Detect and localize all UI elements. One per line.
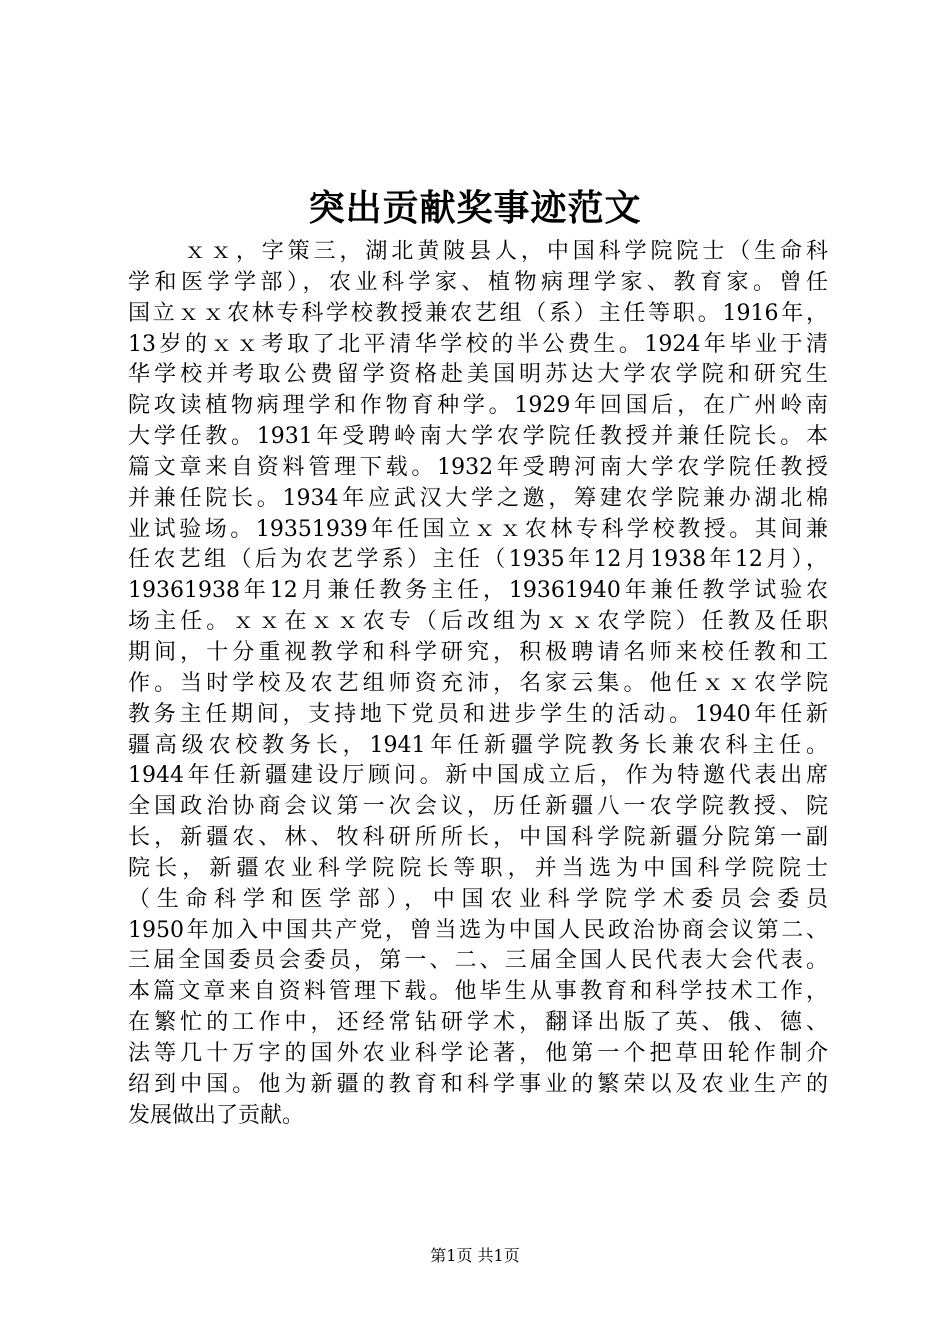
body-line: 发展做出了贡献。 — [128, 1102, 305, 1128]
body-line: 教务主任期间，支持地下党员和进步学生的活动。1940年任新 — [128, 701, 828, 727]
body-line: 任农艺组（后为农艺学系）主任（1935年12月1938年12月）， — [128, 547, 828, 573]
body-line: 疆高级农校教务长，1941年任新疆学院教务长兼农科主任。 — [128, 732, 828, 758]
document-title: 突出贡献奖事迹范文 — [308, 187, 642, 229]
body-line: 业试验场。19351939年任国立ｘｘ农林专科学校教授。其间兼 — [128, 516, 828, 542]
body-line: 19361938年12月兼任教务主任，19361940年兼任教学试验农 — [128, 578, 828, 604]
body-line: 长，新疆农、林、牧科研所所长，中国科学院新疆分院第一副 — [128, 825, 828, 851]
body-line: 院攻读植物病理学和作物育种学。1929年回国后，在广州岭南 — [128, 393, 828, 419]
body-line: 华学校并考取公费留学资格赴美国明苏达大学农学院和研究生 — [128, 362, 828, 388]
body-line: 全国政治协商会议第一次会议，历任新疆八一农学院教授、院 — [128, 794, 828, 820]
body-line: 期间，十分重视教学和科学研究，积极聘请名师来校任教和工 — [128, 639, 828, 665]
document-body — [128, 237, 828, 1131]
body-line: 并兼任院长。1934年应武汉大学之邀，筹建农学院兼办湖北棉 — [128, 485, 828, 511]
body-line: 本篇文章来自资料管理下载。他毕生从事教育和科学技术工作， — [128, 979, 828, 1005]
body-line: 国立ｘｘ农林专科学校教授兼农艺组（系）主任等职。1916年， — [128, 300, 828, 326]
body-line: 13岁的ｘｘ考取了北平清华学校的半公费生。1924年毕业于清 — [128, 331, 828, 357]
body-line: ｘｘ，字策三，湖北黄陂县人，中国科学院院士（生命科 — [184, 239, 828, 264]
body-line: 1944年任新疆建设厅顾问。新中国成立后，作为特邀代表出席 — [128, 763, 828, 789]
body-line: 三届全国委员会委员，第一、二、三届全国人民代表大会代表。 — [128, 948, 828, 974]
body-line: 法等几十万字的国外农业科学论著，他第一个把草田轮作制介 — [128, 1040, 828, 1066]
body-line: 篇文章来自资料管理下载。1932年受聘河南大学农学院任教授 — [128, 454, 828, 480]
page-footer: 第1页 共1页 — [430, 1246, 520, 1265]
body-line: 1950年加入中国共产党，曾当选为中国人民政治协商会议第二、 — [128, 917, 828, 943]
body-line: 院长，新疆农业科学院院长等职，并当选为中国科学院院士 — [128, 855, 828, 881]
body-line: 大学任教。1931年受聘岭南大学农学院任教授并兼任院长。本 — [128, 424, 828, 450]
body-line: 学和医学学部），农业科学家、植物病理学家、教育家。曾任 — [128, 269, 828, 295]
body-line: 在繁忙的工作中，还经常钻研学术，翻译出版了英、俄、德、 — [128, 1010, 828, 1036]
body-line: 绍到中国。他为新疆的教育和科学事业的繁荣以及农业生产的 — [128, 1071, 828, 1097]
body-line: （生命科学和医学部），中国农业科学院学术委员会委员 — [128, 886, 828, 912]
body-line: 场主任。ｘｘ在ｘｘ农专（后改组为ｘｘ农学院）任教及任职 — [128, 609, 828, 635]
body-line: 作。当时学校及农艺组师资充沛，名家云集。他任ｘｘ农学院 — [128, 670, 828, 696]
